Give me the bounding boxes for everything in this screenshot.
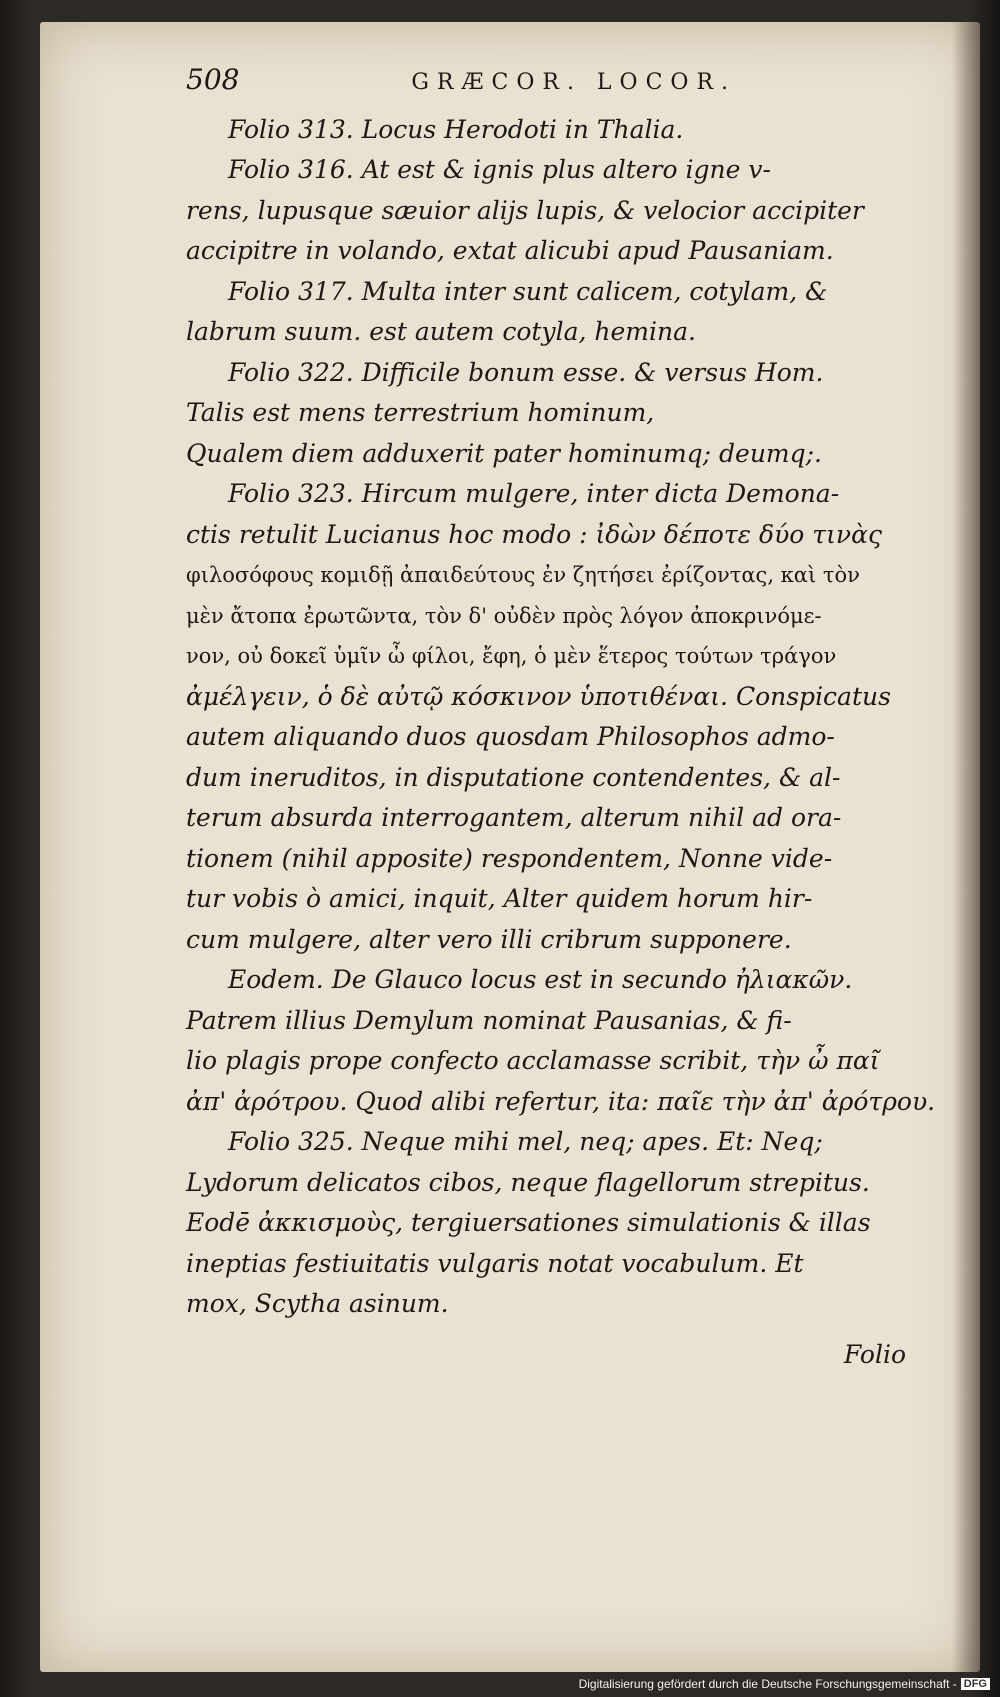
- text-line: accipitre in volando, extat alicubi apud Pausaniam.: [186, 236, 834, 265]
- text-line: cum mulgere, alter vero illi cribrum supponere.: [186, 924, 792, 954]
- text-line: tionem (nihil apposite) respondentem, Nonne vide-: [186, 843, 833, 873]
- text-line: Patrem illius Demylum nominat Pausanias, & fi-: [186, 1005, 792, 1035]
- text-line: rens, lupusque sæuior alijs lupis, & velocior accipiter: [186, 195, 864, 225]
- catchword: Folio: [843, 1339, 906, 1369]
- text-line: Eodē ἀκκισμοὺς, tergiuersationes simulationis & illas: [186, 1208, 871, 1237]
- page-number: 508: [186, 63, 240, 96]
- text-line: autem aliquando duos quosdam Philosophos admo-: [186, 722, 835, 751]
- text-line: Eodem. De Glauco locus est in secundo ἠλιακῶν.: [228, 965, 853, 994]
- digitization-credit: [579, 1677, 990, 1691]
- text-line: Folio 317. Multa inter sunt calicem, cotylam, &: [228, 276, 828, 306]
- text-line: Folio 325. Neque mihi mel, neq; apes. Et: Neq;: [228, 1127, 823, 1156]
- text-line: Lydorum delicatos cibos, neque flagellorum strepitus.: [186, 1167, 870, 1197]
- page-header: [186, 60, 906, 104]
- text-line: Folio 316. At est & ignis plus altero igne v-: [228, 155, 771, 184]
- greek-text-line: μὲν ἄτοπα ἐρωτῶντα, τὸν δ' οὐδὲν πρὸς λόγον ἀποκρινόμε-: [186, 603, 822, 628]
- text-line: ἀπ' ἀρότρου. Quod alibi refertur, ita: παῖε τὴν ἀπ' ἀρότρου.: [186, 1086, 936, 1116]
- text-line: mox, Scytha asinum.: [186, 1289, 449, 1318]
- text-line: Talis est mens terrestrium hominum,: [186, 398, 655, 427]
- text-line: ineptias festiuitatis vulgaris notat vocabulum. Et: [186, 1248, 804, 1278]
- text-line: dum ineruditos, in disputatione contendentes, & al-: [186, 762, 841, 792]
- text-line: ἀμέλγειν, ὁ δὲ αὐτῷ κόσκινον ὑποτιθέναι. Conspicatus: [186, 681, 891, 711]
- greek-text-line: φιλοσόφους κομιδῇ ἀπαιδεύτους ἐν ζητήσει ἐρίζοντας, καὶ τὸν: [186, 563, 860, 587]
- text-line: Folio 322. Difficile bonum esse. & versus Hom.: [228, 357, 824, 387]
- credit-text: Digitalisierung gefördert durch die Deutsche Forschungsgemeinschaft -: [578, 1677, 957, 1691]
- greek-text-line: νον, οὐ δοκεῖ ὑμῖν ὦ φίλοι, ἔφη, ὁ μὲν ἕτερος τούτων τράγον: [186, 644, 837, 668]
- text-line: labrum suum. est autem cotyla, hemina.: [186, 317, 696, 346]
- text-line: terum absurda interrogantem, alterum nihil ad ora-: [186, 803, 842, 832]
- text-line: Folio 313. Locus Herodoti in Thalia.: [228, 114, 684, 144]
- page-gutter-shadow: [952, 22, 980, 1672]
- running-head: GRÆCOR. LOCOR.: [411, 70, 736, 95]
- text-line: tur vobis ò amici, inquit, Alter quidem horum hir-: [186, 884, 813, 913]
- text-line: ctis retulit Lucianus hoc modo : ἰδὼν δέποτε δύο τινὰς: [186, 519, 882, 549]
- dfg-logo: DFG: [961, 1678, 990, 1690]
- text-line: lio plagis prope confecto acclamasse scribit, τὴν ὦ παῖ: [186, 1046, 880, 1075]
- catchword-row: [186, 1335, 906, 1376]
- page-text: [186, 60, 936, 1375]
- text-line: Folio 323. Hircum mulgere, inter dicta Demona-: [228, 479, 840, 508]
- text-line: Qualem diem adduxerit pater hominumq; deumq;.: [186, 438, 822, 468]
